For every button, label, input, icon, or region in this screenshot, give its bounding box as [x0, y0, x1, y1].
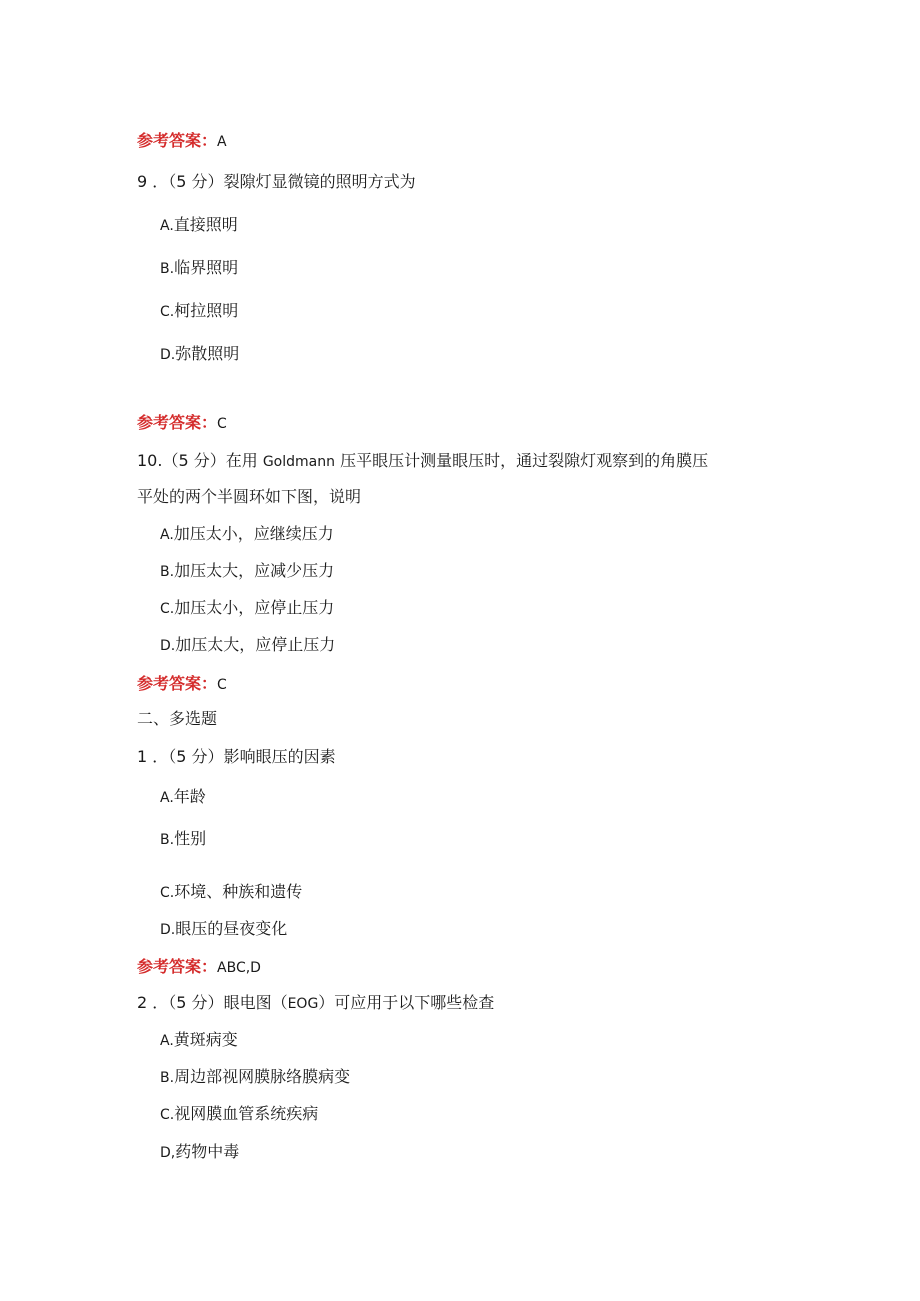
question-stem: 裂隙灯显微镜的照明方式为	[223, 172, 416, 191]
answer-label: 参考答案：	[137, 674, 218, 693]
question-number: 1 ．	[137, 747, 169, 766]
option-c: C.柯拉照明	[160, 301, 239, 320]
option-b: B.加压太大，应减少压力	[160, 561, 335, 580]
question-score: （5 分）	[168, 172, 224, 191]
question-number: 9 ．	[137, 172, 169, 191]
answer-label: 参考答案：	[137, 413, 218, 432]
answer-line	[137, 130, 227, 153]
question-10-line-2: 平处的两个半圆环如下图，说明	[137, 487, 362, 506]
answer-line	[137, 412, 227, 435]
option-a: A.加压太小，应继续压力	[160, 524, 334, 543]
answer-value: C	[217, 416, 227, 432]
brand-name: Goldmann	[262, 454, 335, 470]
multi-question-1	[137, 746, 336, 768]
option-d: D,药物中毒	[160, 1142, 240, 1161]
question-score: （5 分）	[168, 747, 224, 766]
question-score: （5 分）	[168, 993, 224, 1012]
option-a: A.年龄	[160, 787, 206, 806]
option-a: A.直接照明	[160, 215, 238, 234]
option-d: D.加压太大，应停止压力	[160, 635, 336, 654]
option-b: B.周边部视网膜脉络膜病变	[160, 1067, 351, 1086]
option-b: B.性别	[160, 829, 207, 848]
abbreviation: EOG	[287, 996, 319, 1012]
option-d: D.眼压的昼夜变化	[160, 919, 288, 938]
option-c: C.加压太小，应停止压力	[160, 598, 335, 617]
question-9	[137, 171, 416, 193]
answer-value: C	[217, 677, 227, 693]
answer-value: A	[217, 134, 227, 150]
question-number: 10.	[137, 451, 163, 470]
answer-line	[137, 673, 227, 696]
question-stem: 影响眼压的因素	[223, 747, 336, 766]
option-b: B.临界照明	[160, 258, 239, 277]
option-a: A.黄斑病变	[160, 1030, 238, 1049]
option-c: C.环境、种族和遗传	[160, 882, 303, 901]
answer-label: 参考答案：	[137, 957, 218, 976]
answer-value: ABC,D	[217, 960, 261, 976]
question-number: 2 ．	[137, 993, 169, 1012]
section-title: 二、多选题	[137, 709, 218, 728]
answer-label: 参考答案：	[137, 131, 218, 150]
question-10: 10.（5 分）在用 Goldmann 压平眼压计测量眼压时，通过裂隙灯观察到的角膜压	[137, 451, 709, 470]
question-score: （5 分）	[162, 451, 226, 470]
option-c: C.视网膜血管系统疾病	[160, 1104, 319, 1123]
answer-line	[137, 956, 261, 979]
multi-question-2: 2 ．（5 分）眼电图（EOG）可应用于以下哪些检查	[137, 993, 495, 1012]
option-d: D.弥散照明	[160, 344, 240, 363]
